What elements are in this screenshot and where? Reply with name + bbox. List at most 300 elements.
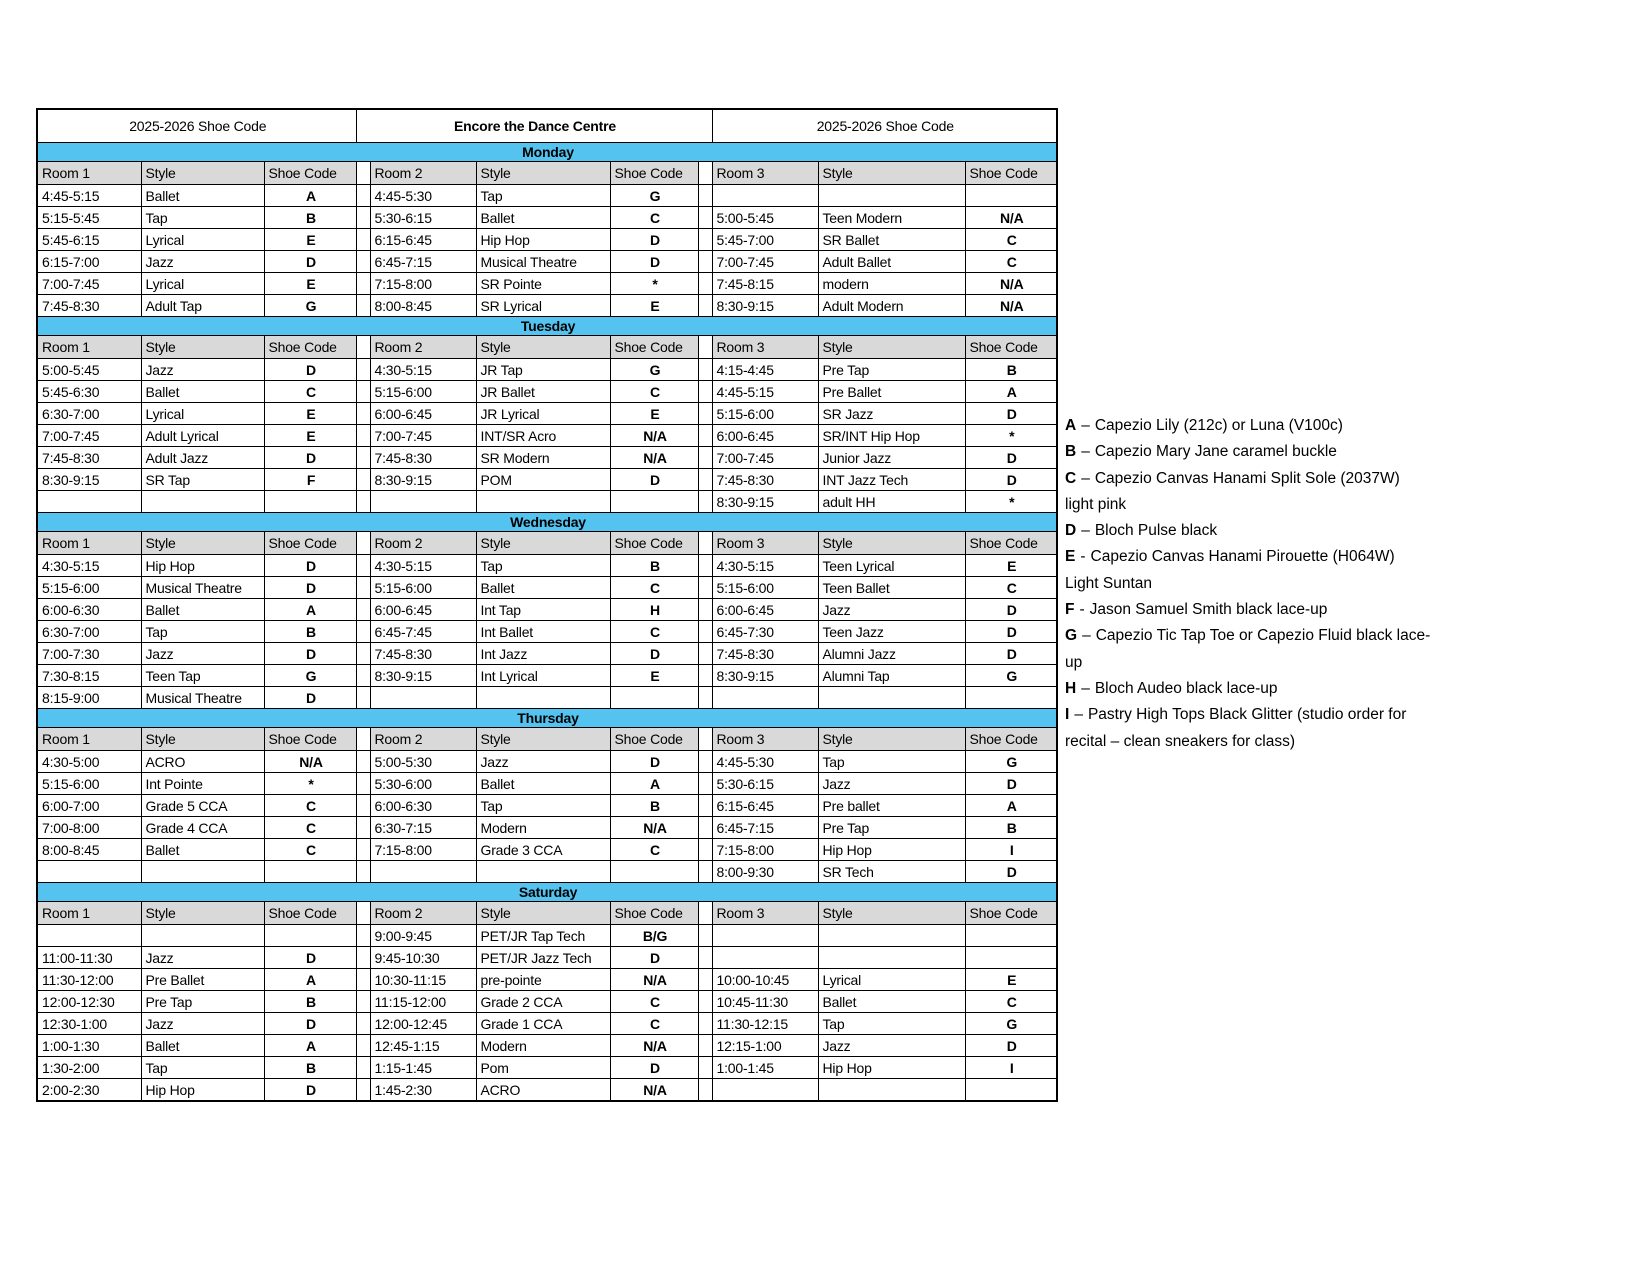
shoe-code-cell: N/A — [610, 425, 698, 447]
legend-code: G — [1065, 627, 1078, 645]
legend-text: Jason Samuel Smith black lace-up — [1089, 601, 1328, 619]
shoe-code-cell — [965, 185, 1057, 207]
legend-text: Capezio Lily (212c) or Luna (V100c) — [1094, 417, 1343, 434]
shoe-code-cell: A — [965, 381, 1057, 403]
shoe-code-cell: D — [965, 773, 1057, 795]
shoe-code-cell: E — [264, 273, 356, 295]
style-cell: Adult Tap — [141, 295, 264, 317]
shoe-code-cell: E — [965, 555, 1057, 577]
shoe-code-cell: C — [610, 839, 698, 861]
legend-item-continuation — [1065, 729, 1485, 755]
time-cell — [370, 491, 476, 513]
legend-code: E — [1065, 548, 1076, 566]
spacer-cell — [698, 381, 712, 403]
column-header: Style — [818, 902, 965, 925]
time-cell: 6:00-6:45 — [712, 599, 818, 621]
shoe-code-cell — [264, 925, 356, 947]
shoe-code-cell: G — [610, 185, 698, 207]
style-cell: Musical Theatre — [476, 251, 610, 273]
column-header: Shoe Code — [610, 902, 698, 925]
style-cell: Jazz — [141, 1013, 264, 1035]
spacer-cell — [698, 336, 712, 359]
time-cell: 4:30-5:15 — [370, 555, 476, 577]
spacer-cell — [698, 773, 712, 795]
spacer-cell — [356, 795, 370, 817]
spacer-cell — [698, 621, 712, 643]
style-cell: Ballet — [141, 839, 264, 861]
column-header: Style — [476, 532, 610, 555]
style-cell: Modern — [476, 817, 610, 839]
style-cell: Pre ballet — [818, 795, 965, 817]
shoe-code-cell: D — [965, 599, 1057, 621]
style-cell: SR Tech — [818, 861, 965, 883]
shoe-code-cell: B/G — [610, 925, 698, 947]
spacer-cell — [698, 425, 712, 447]
style-cell: Lyrical — [141, 229, 264, 251]
legend-item — [1065, 544, 1485, 570]
style-cell: SR Modern — [476, 447, 610, 469]
style-cell: Tap — [476, 185, 610, 207]
page-title: Encore the Dance Centre — [356, 109, 712, 143]
time-cell: 6:30-7:00 — [37, 621, 141, 643]
shoe-code-cell: C — [610, 1013, 698, 1035]
style-cell: Pre Tap — [818, 817, 965, 839]
column-header: Style — [476, 728, 610, 751]
style-cell — [818, 947, 965, 969]
style-cell: Ballet — [476, 773, 610, 795]
shoe-code-cell: G — [965, 1013, 1057, 1035]
style-cell: Modern — [476, 1035, 610, 1057]
time-cell: 10:45-11:30 — [712, 991, 818, 1013]
spacer-cell — [356, 1079, 370, 1102]
time-cell: 6:00-6:45 — [370, 599, 476, 621]
style-cell: PET/JR Tap Tech — [476, 925, 610, 947]
legend-code: F — [1065, 601, 1075, 619]
time-cell: 7:45-8:30 — [712, 469, 818, 491]
style-cell: Teen Jazz — [818, 621, 965, 643]
legend-separator: – — [1081, 469, 1090, 487]
style-cell — [476, 491, 610, 513]
time-cell — [37, 925, 141, 947]
spacer-cell — [698, 728, 712, 751]
style-cell: adult HH — [818, 491, 965, 513]
shoe-code-cell: A — [965, 795, 1057, 817]
shoe-code-cell: D — [610, 251, 698, 273]
spacer-cell — [356, 728, 370, 751]
time-cell: 6:15-6:45 — [370, 229, 476, 251]
style-cell: Tap — [476, 555, 610, 577]
spacer-cell — [356, 1057, 370, 1079]
spacer-cell — [698, 295, 712, 317]
shoe-code-cell: C — [264, 795, 356, 817]
spacer-cell — [698, 207, 712, 229]
column-header: Style — [818, 162, 965, 185]
time-cell: 1:30-2:00 — [37, 1057, 141, 1079]
shoe-code-legend — [1065, 413, 1485, 755]
style-cell: Tap — [141, 1057, 264, 1079]
time-cell: 6:45-7:30 — [712, 621, 818, 643]
time-cell: 5:00-5:30 — [370, 751, 476, 773]
style-cell: POM — [476, 469, 610, 491]
spacer-cell — [698, 1057, 712, 1079]
spacer-cell — [698, 251, 712, 273]
shoe-code-cell: B — [965, 359, 1057, 381]
column-header: Shoe Code — [965, 336, 1057, 359]
time-cell: 7:45-8:30 — [37, 295, 141, 317]
shoe-code-cell: B — [965, 817, 1057, 839]
style-cell: Lyrical — [141, 403, 264, 425]
time-cell: 1:00-1:45 — [712, 1057, 818, 1079]
style-cell: Ballet — [141, 599, 264, 621]
shoe-code-cell: C — [610, 207, 698, 229]
time-cell: 5:45-6:15 — [37, 229, 141, 251]
legend-text: Capezio Canvas Hanami Pirouette (H064W) — [1090, 548, 1395, 566]
time-cell: 5:30-6:15 — [712, 773, 818, 795]
shoe-code-cell: G — [965, 751, 1057, 773]
schedule-table — [36, 108, 1058, 1102]
time-cell: 5:30-6:00 — [370, 773, 476, 795]
style-cell: Jazz — [141, 359, 264, 381]
style-cell: Hip Hop — [818, 1057, 965, 1079]
style-cell: Ballet — [476, 577, 610, 599]
spacer-cell — [698, 751, 712, 773]
column-header: Room 2 — [370, 336, 476, 359]
time-cell: 4:45-5:30 — [370, 185, 476, 207]
time-cell: 9:45-10:30 — [370, 947, 476, 969]
shoe-code-cell: D — [264, 687, 356, 709]
time-cell: 4:15-4:45 — [712, 359, 818, 381]
day-header-monday: Monday — [37, 143, 1057, 162]
time-cell: 4:30-5:15 — [37, 555, 141, 577]
style-cell: Ballet — [141, 185, 264, 207]
style-cell: modern — [818, 273, 965, 295]
time-cell — [712, 925, 818, 947]
time-cell: 6:00-6:30 — [37, 599, 141, 621]
spacer-cell — [356, 773, 370, 795]
shoe-code-cell: D — [264, 251, 356, 273]
shoe-code-cell: D — [610, 751, 698, 773]
spacer-cell — [356, 491, 370, 513]
style-cell — [141, 861, 264, 883]
column-header: Room 1 — [37, 902, 141, 925]
style-cell: SR Jazz — [818, 403, 965, 425]
style-cell: Grade 4 CCA — [141, 817, 264, 839]
column-header: Style — [476, 336, 610, 359]
column-header: Style — [818, 728, 965, 751]
column-header: Shoe Code — [264, 336, 356, 359]
style-cell: Int Lyrical — [476, 665, 610, 687]
column-header: Style — [141, 902, 264, 925]
spacer-cell — [356, 902, 370, 925]
style-cell: Teen Modern — [818, 207, 965, 229]
style-cell: Pre Ballet — [141, 969, 264, 991]
day-header-tuesday: Tuesday — [37, 317, 1057, 336]
shoe-code-cell: D — [965, 1035, 1057, 1057]
spacer-cell — [698, 687, 712, 709]
column-header: Room 3 — [712, 162, 818, 185]
column-header: Shoe Code — [264, 162, 356, 185]
style-cell: Jazz — [141, 251, 264, 273]
shoe-code-cell: N/A — [610, 1079, 698, 1102]
spacer-cell — [698, 1013, 712, 1035]
spacer-cell — [356, 947, 370, 969]
shoe-code-cell: * — [965, 491, 1057, 513]
time-cell: 7:45-8:30 — [712, 643, 818, 665]
time-cell: 7:15-8:00 — [370, 839, 476, 861]
shoe-code-cell: C — [610, 991, 698, 1013]
spacer-cell — [356, 1013, 370, 1035]
time-cell — [37, 861, 141, 883]
time-cell: 6:45-7:15 — [370, 251, 476, 273]
style-cell — [818, 687, 965, 709]
shoe-code-cell: N/A — [965, 273, 1057, 295]
legend-item — [1065, 413, 1485, 439]
time-cell: 8:00-8:45 — [370, 295, 476, 317]
spacer-cell — [356, 861, 370, 883]
column-header: Room 3 — [712, 336, 818, 359]
style-cell: Jazz — [141, 947, 264, 969]
spacer-cell — [356, 839, 370, 861]
time-cell: 7:30-8:15 — [37, 665, 141, 687]
time-cell — [370, 861, 476, 883]
time-cell: 6:00-6:45 — [370, 403, 476, 425]
style-cell: SR Ballet — [818, 229, 965, 251]
column-header: Shoe Code — [264, 902, 356, 925]
style-cell: Ballet — [141, 1035, 264, 1057]
column-header: Shoe Code — [610, 162, 698, 185]
time-cell: 5:15-5:45 — [37, 207, 141, 229]
style-cell: Junior Jazz — [818, 447, 965, 469]
spacer-cell — [698, 839, 712, 861]
spacer-cell — [698, 1079, 712, 1102]
style-cell: Grade 1 CCA — [476, 1013, 610, 1035]
shoe-code-cell — [264, 491, 356, 513]
style-cell: Musical Theatre — [141, 577, 264, 599]
time-cell: 9:00-9:45 — [370, 925, 476, 947]
legend-separator: - — [1080, 548, 1086, 566]
shoe-code-cell: * — [264, 773, 356, 795]
shoe-code-cell: D — [965, 469, 1057, 491]
time-cell: 6:45-7:45 — [370, 621, 476, 643]
shoe-code-title-left: 2025-2026 Shoe Code — [37, 109, 356, 143]
time-cell: 11:30-12:00 — [37, 969, 141, 991]
column-header: Room 3 — [712, 532, 818, 555]
time-cell: 7:15-8:00 — [712, 839, 818, 861]
shoe-code-cell — [965, 687, 1057, 709]
spacer-cell — [356, 381, 370, 403]
shoe-code-cell: G — [264, 665, 356, 687]
time-cell: 1:00-1:30 — [37, 1035, 141, 1057]
style-cell: pre-pointe — [476, 969, 610, 991]
time-cell: 5:30-6:15 — [370, 207, 476, 229]
time-cell: 6:00-6:30 — [370, 795, 476, 817]
time-cell: 4:30-5:15 — [370, 359, 476, 381]
time-cell: 10:00-10:45 — [712, 969, 818, 991]
style-cell: INT/SR Acro — [476, 425, 610, 447]
style-cell: Jazz — [818, 599, 965, 621]
style-cell: Grade 2 CCA — [476, 991, 610, 1013]
legend-code: C — [1065, 469, 1077, 487]
column-header: Shoe Code — [965, 902, 1057, 925]
shoe-code-cell: F — [264, 469, 356, 491]
legend-code: D — [1065, 522, 1077, 540]
day-header-saturday: Saturday — [37, 883, 1057, 902]
schedule-body — [37, 109, 1057, 1101]
shoe-code-cell: D — [264, 359, 356, 381]
column-header: Room 2 — [370, 162, 476, 185]
spacer-cell — [356, 665, 370, 687]
style-cell: Jazz — [818, 773, 965, 795]
shoe-code-cell: C — [264, 839, 356, 861]
time-cell: 7:00-7:45 — [37, 273, 141, 295]
shoe-code-cell: N/A — [610, 1035, 698, 1057]
spacer-cell — [698, 185, 712, 207]
style-cell: Ballet — [476, 207, 610, 229]
shoe-code-cell — [965, 947, 1057, 969]
style-cell: JR Lyrical — [476, 403, 610, 425]
shoe-code-cell: E — [965, 969, 1057, 991]
style-cell: Hip Hop — [141, 555, 264, 577]
column-header: Style — [818, 532, 965, 555]
spacer-cell — [698, 643, 712, 665]
time-cell: 5:15-6:00 — [37, 577, 141, 599]
column-header: Shoe Code — [965, 532, 1057, 555]
time-cell: 6:00-7:00 — [37, 795, 141, 817]
style-cell: Ballet — [818, 991, 965, 1013]
style-cell: Lyrical — [818, 969, 965, 991]
shoe-code-cell: C — [610, 577, 698, 599]
legend-text: Bloch Audeo black lace-up — [1094, 679, 1278, 697]
legend-item — [1065, 702, 1485, 728]
spacer-cell — [698, 555, 712, 577]
style-cell: Jazz — [476, 751, 610, 773]
spacer-cell — [356, 817, 370, 839]
legend-item-continuation — [1065, 492, 1485, 518]
column-header: Room 2 — [370, 532, 476, 555]
shoe-code-cell: E — [264, 403, 356, 425]
shoe-code-cell: B — [264, 991, 356, 1013]
column-header: Style — [141, 728, 264, 751]
spacer-cell — [356, 751, 370, 773]
time-cell: 6:30-7:00 — [37, 403, 141, 425]
legend-text: Capezio Tic Tap Toe or Capezio Fluid black lace- — [1095, 627, 1431, 645]
shoe-code-cell: N/A — [610, 817, 698, 839]
column-header: Shoe Code — [610, 728, 698, 751]
legend-separator: – — [1081, 443, 1090, 461]
spacer-cell — [356, 1035, 370, 1057]
time-cell: 6:30-7:15 — [370, 817, 476, 839]
shoe-code-cell: C — [965, 251, 1057, 273]
time-cell — [712, 1079, 818, 1102]
column-header: Shoe Code — [965, 728, 1057, 751]
time-cell: 7:00-7:45 — [712, 251, 818, 273]
shoe-code-cell: D — [610, 469, 698, 491]
style-cell: PET/JR Jazz Tech — [476, 947, 610, 969]
style-cell — [818, 1079, 965, 1102]
style-cell: Tap — [141, 621, 264, 643]
spacer-cell — [356, 162, 370, 185]
style-cell: Hip Hop — [141, 1079, 264, 1102]
spacer-cell — [356, 969, 370, 991]
legend-item — [1065, 439, 1485, 465]
column-header: Room 1 — [37, 532, 141, 555]
shoe-code-cell: D — [965, 403, 1057, 425]
time-cell: 12:30-1:00 — [37, 1013, 141, 1035]
style-cell: Grade 5 CCA — [141, 795, 264, 817]
shoe-code-cell: A — [264, 185, 356, 207]
shoe-code-cell: A — [264, 1035, 356, 1057]
time-cell: 7:00-8:00 — [37, 817, 141, 839]
column-header: Room 2 — [370, 728, 476, 751]
style-cell: ACRO — [141, 751, 264, 773]
style-cell: JR Tap — [476, 359, 610, 381]
style-cell: Hip Hop — [818, 839, 965, 861]
shoe-code-cell: D — [610, 643, 698, 665]
shoe-code-cell: B — [264, 621, 356, 643]
style-cell: Int Pointe — [141, 773, 264, 795]
shoe-code-cell: C — [610, 381, 698, 403]
spacer-cell — [698, 1035, 712, 1057]
time-cell: 7:45-8:15 — [712, 273, 818, 295]
spacer-cell — [356, 925, 370, 947]
shoe-code-cell — [610, 491, 698, 513]
style-cell: Pre Tap — [818, 359, 965, 381]
style-cell: Tap — [818, 1013, 965, 1035]
time-cell: 5:15-6:00 — [370, 577, 476, 599]
time-cell — [37, 491, 141, 513]
time-cell — [370, 687, 476, 709]
shoe-code-cell: * — [610, 273, 698, 295]
shoe-code-cell: N/A — [965, 207, 1057, 229]
spacer-cell — [698, 861, 712, 883]
time-cell: 5:15-6:00 — [712, 403, 818, 425]
time-cell: 8:30-9:15 — [370, 469, 476, 491]
legend-text: Light Suntan — [1065, 574, 1153, 592]
column-header: Shoe Code — [610, 532, 698, 555]
shoe-code-cell: D — [264, 577, 356, 599]
time-cell: 1:15-1:45 — [370, 1057, 476, 1079]
time-cell — [712, 947, 818, 969]
column-header: Shoe Code — [610, 336, 698, 359]
shoe-code-cell: E — [610, 665, 698, 687]
time-cell: 8:00-8:45 — [37, 839, 141, 861]
style-cell: INT Jazz Tech — [818, 469, 965, 491]
spacer-cell — [356, 185, 370, 207]
shoe-code-cell: D — [610, 1057, 698, 1079]
spacer-cell — [356, 532, 370, 555]
shoe-code-cell: B — [610, 555, 698, 577]
shoe-code-cell: D — [264, 555, 356, 577]
spacer-cell — [698, 469, 712, 491]
spacer-cell — [356, 621, 370, 643]
time-cell: 12:00-12:45 — [370, 1013, 476, 1035]
legend-code: A — [1065, 417, 1077, 434]
style-cell: JR Ballet — [476, 381, 610, 403]
time-cell: 4:30-5:00 — [37, 751, 141, 773]
style-cell: Int Ballet — [476, 621, 610, 643]
legend-code: I — [1065, 706, 1070, 724]
spacer-cell — [698, 273, 712, 295]
spacer-cell — [356, 991, 370, 1013]
style-cell: Alumni Jazz — [818, 643, 965, 665]
spacer-cell — [356, 599, 370, 621]
shoe-code-cell: D — [264, 947, 356, 969]
spacer-cell — [698, 947, 712, 969]
spacer-cell — [698, 403, 712, 425]
shoe-code-cell — [610, 861, 698, 883]
column-header: Shoe Code — [965, 162, 1057, 185]
style-cell: Tap — [476, 795, 610, 817]
